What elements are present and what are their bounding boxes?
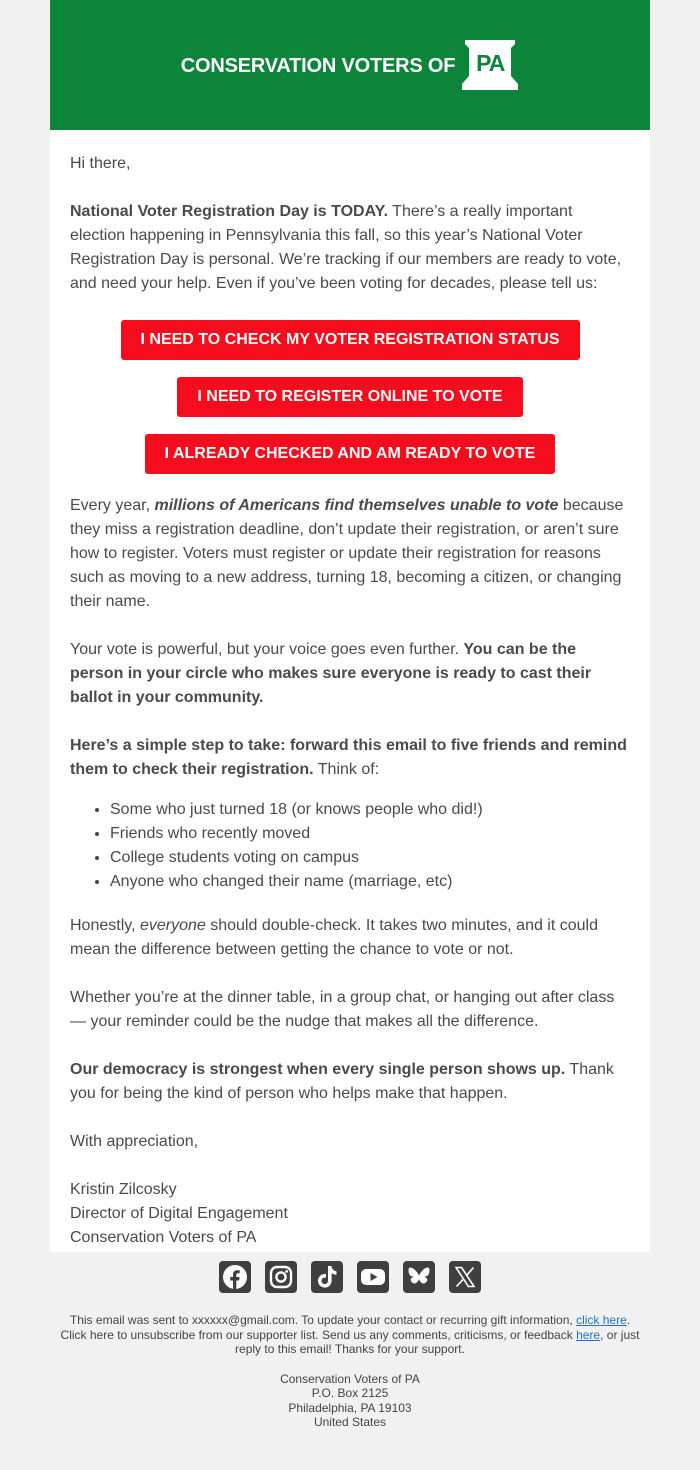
youtube-icon[interactable] [357, 1261, 389, 1293]
greeting: Hi there, [70, 155, 131, 172]
check-registration-button[interactable]: I NEED TO CHECK MY VOTER REGISTRATION STATUS [121, 320, 580, 360]
closing: With appreciation, [70, 1133, 199, 1150]
p7-bold: Our democracy is strongest when every single person shows up. [70, 1061, 566, 1078]
address-line: Philadelphia, PA 19103 [288, 1400, 412, 1415]
x-icon[interactable] [449, 1261, 481, 1293]
p7-rest: Thank you for being the kind of person who helps make that happen. [70, 1061, 614, 1102]
paragraph-millions [70, 494, 630, 614]
p4-bold: Here’s a simple step to take: forward this email to five friends and remind them to check their registration. [70, 737, 627, 778]
address-line: United States [313, 1415, 387, 1429]
signature-title: Director of Digital Engagement [70, 1205, 288, 1222]
keystone-label: PA [476, 50, 505, 76]
list-item: • Anyone who changed their name (marriage, etc) [110, 870, 630, 894]
brand-text: CONSERVATION VOTERS OF [180, 54, 456, 77]
signature [70, 1178, 630, 1250]
social-links [0, 1261, 700, 1293]
p5-start: Honestly, [70, 917, 140, 934]
ready-to-vote-button[interactable]: I ALREADY CHECKED AND AM READY TO VOTE [145, 434, 556, 474]
p4-rest: Think of: [313, 761, 380, 778]
instagram-icon[interactable] [265, 1261, 297, 1293]
p2-start: Every year, [70, 497, 155, 514]
footer-line-1-end: . [626, 1313, 631, 1327]
signature-org: Conservation Voters of PA [70, 1229, 257, 1246]
p2-emphasis: millions of Americans find themselves unable to vote [154, 497, 559, 514]
footer [50, 1313, 650, 1430]
paragraph-step [70, 734, 630, 782]
footer-line-1 [50, 1313, 650, 1328]
footer-line-1-text: This email was sent to xxxxxx@gmail.com. To update your contact or recurring gift information, [69, 1313, 577, 1327]
keystone-icon [461, 40, 519, 90]
mailing-address [50, 1372, 650, 1430]
p5-rest: should double-check. It takes two minutes, and it could mean the difference between getting the chance to vote or not. [70, 917, 598, 958]
signature-name: Kristin Zilcosky [70, 1181, 177, 1198]
intro-text: There’s a really important election happening in Pennsylvania this fall, so this year’s National Voter Registration Day is personal. We’re tracking if our members are ready to vote, and need your help. Even if you’ve been voting for decades, please tell us: [70, 203, 622, 292]
address-line: Conservation Voters of PA [280, 1371, 420, 1386]
cta-buttons [70, 320, 630, 494]
footer-line-2 [50, 1328, 650, 1357]
register-online-button[interactable]: I NEED TO REGISTER ONLINE TO VOTE [177, 377, 522, 417]
email-container [50, 0, 650, 1252]
facebook-icon[interactable] [219, 1261, 251, 1293]
bluesky-icon[interactable] [403, 1261, 435, 1293]
paragraph-democracy [70, 1058, 630, 1106]
intro-paragraph [70, 200, 630, 296]
paragraph-voice [70, 638, 630, 710]
update-contact-link[interactable]: click here [576, 1313, 627, 1327]
footer-line-2-end: , or just reply to this email! Thanks for your support. [235, 1327, 640, 1356]
paragraph-honestly [70, 914, 630, 962]
tiktok-icon[interactable] [311, 1261, 343, 1293]
footer-line-2-text: Click here to unsubscribe from our supporter list. Send us any comments, criticisms, or feedback [60, 1327, 577, 1342]
p5-emphasis: everyone [139, 917, 206, 934]
list-item: • Some who just turned 18 (or knows people who did!) [110, 798, 630, 822]
address-line: P.O. Box 2125 [311, 1386, 389, 1400]
email-body [50, 130, 650, 1252]
list-item: • Friends who recently moved [110, 822, 630, 846]
p3-bold: You can be the person in your circle who makes sure everyone is ready to cast their ballot in your community. [70, 641, 592, 706]
list-item: • College students voting on campus [110, 846, 630, 870]
paragraph-nudge: Whether you’re at the dinner table, in a group chat, or hanging out after class — your reminder could be the nudge that makes all the difference. [70, 989, 615, 1030]
header-banner [50, 0, 650, 130]
reminder-list [70, 798, 630, 894]
brand-logo[interactable] [181, 40, 520, 90]
p3-start: Your vote is powerful, but your voice goes even further. [70, 641, 464, 658]
p2-rest: because they miss a registration deadline, don’t update their registration, or aren’t sure how to register. Voters must register or update their registration for reasons such as moving to a new address, turning 18, becoming a citizen, or changing their name. [70, 497, 624, 610]
intro-bold: National Voter Registration Day is TODAY. [70, 203, 389, 220]
feedback-link[interactable]: here [576, 1327, 601, 1342]
